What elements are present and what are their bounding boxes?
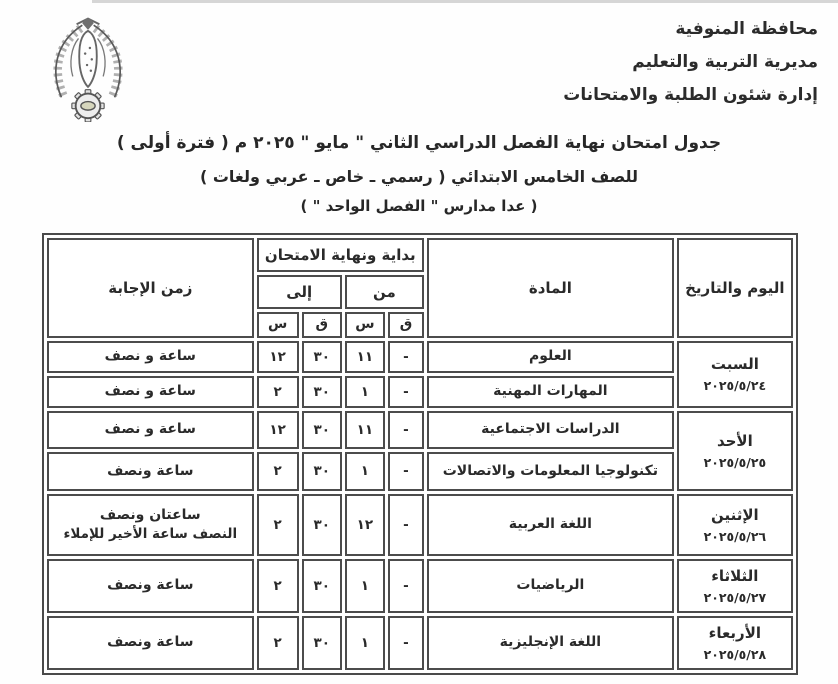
day-date: ٢٠٢٥/٥/٢٧ <box>703 589 767 605</box>
from-hours-cell: ١١ <box>345 341 385 373</box>
from-hours-cell: ١ <box>345 452 385 491</box>
day-name: الإثنين <box>710 505 759 524</box>
header-to-hours: س <box>257 312 299 338</box>
from-minutes-cell: - <box>388 411 424 449</box>
to-minutes-cell: ٣٠ <box>302 411 342 449</box>
answer-time-cell: ساعة و نصف <box>47 411 254 449</box>
day-date: ٢٠٢٥/٥/٢٤ <box>703 378 767 394</box>
to-hours-cell: ٢ <box>257 616 299 670</box>
header-from-hours: س <box>345 312 385 338</box>
answer-time-cell: ساعة ونصف <box>47 452 254 491</box>
exam-schedule-table <box>42 233 798 675</box>
scan-artifact-line <box>92 0 838 3</box>
title-line-3: ( عدا مدارس " الفصل الواحد " ) <box>300 197 538 215</box>
eagle-wreath-gear-emblem-icon <box>40 10 136 122</box>
table-row <box>47 559 793 613</box>
subject-cell: اللغة العربية <box>427 494 674 556</box>
answer-time-line-2: النصف ساعة الأخير للإملاء <box>63 526 238 543</box>
day-date: ٢٠٢٥/٥/٢٨ <box>703 646 767 662</box>
header-subject: المادة <box>427 238 674 338</box>
from-hours-cell: ١ <box>345 376 385 408</box>
day-date: ٢٠٢٥/٥/٢٥ <box>703 454 767 470</box>
title-line-2: للصف الخامس الابتدائي ( رسمي ـ خاص ـ عربي ولغات ) <box>199 167 639 186</box>
answer-time-line-1: ساعتان ونصف <box>99 506 201 523</box>
day-date: ٢٠٢٥/٥/٢٦ <box>703 528 767 544</box>
to-minutes-cell: ٣٠ <box>302 616 342 670</box>
from-minutes-cell: - <box>388 494 424 556</box>
day-cell-wednesday <box>677 616 793 670</box>
subject-cell: اللغة الإنجليزية <box>427 616 674 670</box>
to-hours-cell: ٢ <box>257 376 299 408</box>
letterhead-directorate: مديرية التربية والتعليم <box>632 52 818 73</box>
subject-cell: الدراسات الاجتماعية <box>427 411 674 449</box>
subject-cell: المهارات المهنية <box>427 376 674 408</box>
from-hours-cell: ١ <box>345 616 385 670</box>
from-minutes-cell: - <box>388 559 424 613</box>
from-hours-cell: ١ <box>345 559 385 613</box>
from-hours-cell: ١٢ <box>345 494 385 556</box>
subject-cell: العلوم <box>427 341 674 373</box>
to-hours-cell: ٢ <box>257 494 299 556</box>
header-to-minutes: ق <box>302 312 342 338</box>
day-cell-sunday <box>677 411 793 491</box>
to-minutes-cell: ٣٠ <box>302 494 342 556</box>
table-row <box>47 411 793 449</box>
day-cell-monday <box>677 494 793 556</box>
from-minutes-cell: - <box>388 452 424 491</box>
to-hours-cell: ١٢ <box>257 411 299 449</box>
header-from-minutes: ق <box>388 312 424 338</box>
answer-time-cell <box>47 494 254 556</box>
table-row <box>47 616 793 670</box>
from-minutes-cell: - <box>388 376 424 408</box>
answer-time-cell: ساعة ونصف <box>47 559 254 613</box>
answer-time-cell: ساعة و نصف <box>47 341 254 373</box>
title-line-1: جدول امتحان نهاية الفصل الدراسي الثاني " مايو " ٢٠٢٥ م ( فترة أولى ) <box>116 133 722 153</box>
from-minutes-cell: - <box>388 341 424 373</box>
day-name: السبت <box>710 355 759 374</box>
subject-cell: تكنولوجيا المعلومات والاتصالات <box>427 452 674 491</box>
subject-cell: الرياضيات <box>427 559 674 613</box>
to-hours-cell: ٢ <box>257 559 299 613</box>
from-hours-cell: ١١ <box>345 411 385 449</box>
day-cell-tuesday <box>677 559 793 613</box>
letterhead <box>563 13 818 112</box>
answer-time-cell: ساعة ونصف <box>47 616 254 670</box>
day-name: الأحد <box>716 431 753 450</box>
header-day-date: اليوم والتاريخ <box>677 238 793 338</box>
answer-time-cell: ساعة و نصف <box>47 376 254 408</box>
header-exam-start-end: بداية ونهاية الامتحان <box>257 238 424 272</box>
to-minutes-cell: ٣٠ <box>302 341 342 373</box>
header-from: من <box>345 275 424 309</box>
to-minutes-cell: ٣٠ <box>302 559 342 613</box>
to-hours-cell: ٢ <box>257 452 299 491</box>
to-minutes-cell: ٣٠ <box>302 376 342 408</box>
header-to: إلى <box>257 275 342 309</box>
letterhead-governorate: محافظة المنوفية <box>675 19 818 39</box>
table-row <box>47 341 793 373</box>
letterhead-administration: إدارة شئون الطلبة والامتحانات <box>563 85 818 106</box>
day-name: الأربعاء <box>708 623 762 642</box>
header-answer-time: زمن الإجابة <box>47 238 254 338</box>
to-hours-cell: ١٢ <box>257 341 299 373</box>
from-minutes-cell: - <box>388 616 424 670</box>
document-title <box>0 133 838 215</box>
to-minutes-cell: ٣٠ <box>302 452 342 491</box>
table-row <box>47 494 793 556</box>
day-cell-saturday <box>677 341 793 408</box>
day-name: الثلاثاء <box>711 566 759 585</box>
